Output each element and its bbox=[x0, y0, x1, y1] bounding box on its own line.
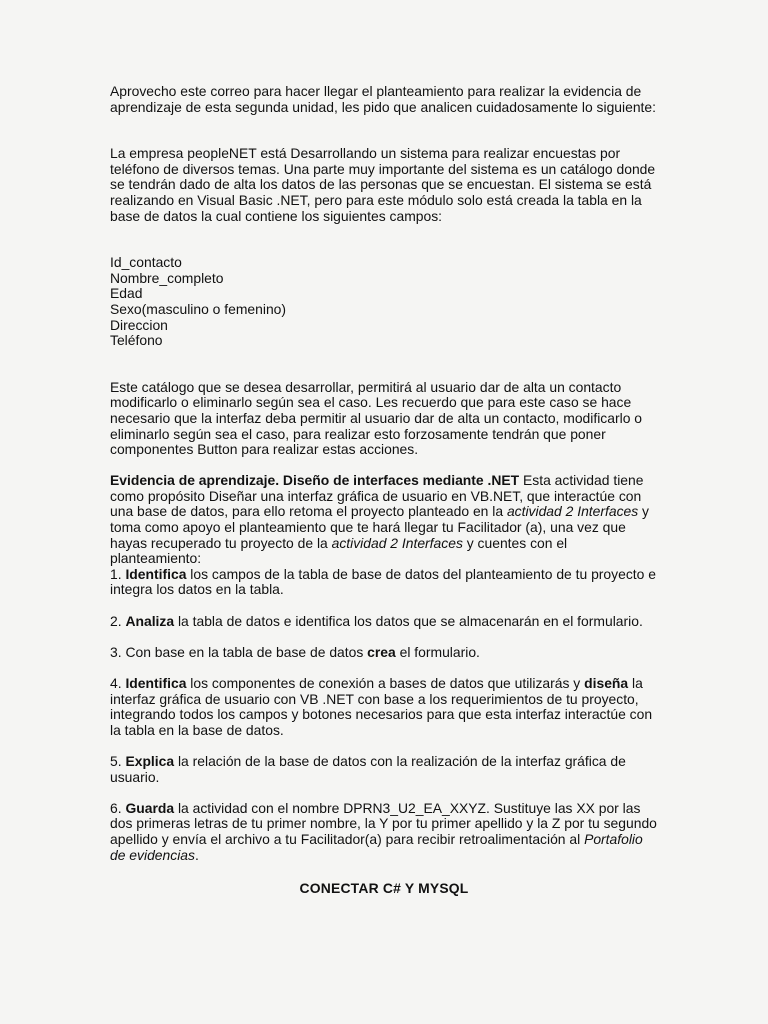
evidence-title: Evidencia de aprendizaje. Diseño de interfaces mediante .NET bbox=[110, 472, 520, 489]
evidence-activity-ref: actividad 2 Interfaces bbox=[331, 534, 463, 551]
evidence-text: y toma como apoyo el planteamiento que te hará llegar tu Facilitador (a), una vez que hayas recuperado tu proyecto de la bbox=[110, 503, 650, 551]
step-text: la relación de la base de datos con la realización de la interfaz gráfica de usuario. bbox=[110, 752, 626, 785]
evidence-activity-ref: actividad 2 Interfaces bbox=[506, 503, 639, 520]
step-text: el formulario. bbox=[395, 643, 480, 660]
step-text: la interfaz gráfica de usuario con VB .NET con base a los requerimientos de tu proyecto, integrando todos los campos y botones necesarios para que esta interfaz interactúe con la tabla en la base de datos. bbox=[110, 675, 653, 738]
step-number: 1. bbox=[110, 565, 126, 582]
step-verb: diseña bbox=[584, 675, 629, 691]
description-paragraph: La empresa peopleNET está Desarrollando un sistema para realizar encuestas por teléfono de diversos temas. Una parte muy importante del sistema es un catálogo donde se tendrán dado de alta los datos de las personas que se encuestan. El sistema se está realizando en Visual Basic .NET, pero para este módulo solo está creada la tabla en la base de datos la cual contiene los siguientes campos: bbox=[110, 145, 656, 224]
field-item: Direccion bbox=[110, 316, 168, 333]
field-item: Edad bbox=[110, 285, 143, 302]
step-4 bbox=[110, 676, 658, 738]
step-text: . bbox=[194, 846, 199, 863]
step-verb: Identifica bbox=[125, 565, 187, 582]
portfolio-ref: Portafolio de evidencias bbox=[110, 830, 643, 863]
catalog-paragraph: Este catálogo que se desea desarrollar, permitirá al usuario dar de alta un contacto modificarlo o eliminarlo según sea el caso. Les recuerdo que para este caso se hace necesario que la interfaz deba permitir al usuario dar de alta un contacto, modificarlo o eliminarlo según sea el caso, para realizar esto forzosamente tendrán que poner componentes Button para realizar estas acciones. bbox=[110, 378, 643, 458]
section-title: CONECTAR C# Y MYSQL bbox=[299, 880, 469, 897]
step-text: los componentes de conexión a bases de datos que utilizarás y bbox=[186, 675, 585, 691]
intro-paragraph: Aprovecho este correo para hacer llegar el planteamiento para realizar la evidencia de aprendizaje de esta segunda unidad, les pido que analicen cuidadosamente lo siguiente: bbox=[110, 83, 656, 115]
evidence-text: y cuentes con el planteamiento: bbox=[110, 534, 568, 567]
step-3 bbox=[110, 645, 658, 661]
step-verb: Guarda bbox=[125, 799, 175, 816]
step-text: la actividad con el nombre DPRN3_U2_EA_XXYZ. Sustituye las XX por las dos primeras letras de tu primer nombre, la Y por tu primer apellido y la Z por tu segundo apellido y envía el archivo a tu Facilitador(a) para recibir retroalimentación al bbox=[110, 799, 657, 847]
step-number: 6. bbox=[110, 799, 126, 816]
evidence-text: Esta actividad tiene como propósito Diseñar una interfaz gráfica de usuario en VB.NET, que interactúe con una base de datos, para ello retoma el proyecto planteado en la bbox=[110, 472, 644, 520]
step-text: la tabla de datos e identifica los datos que se almacenarán en el formulario. bbox=[174, 612, 643, 629]
step-verb: Explica bbox=[125, 752, 175, 769]
step-number: 2. bbox=[110, 612, 126, 629]
step-text: los campos de la tabla de base de datos del planteamiento de tu proyecto e integra los datos en la tabla. bbox=[110, 565, 656, 598]
step-verb: Identifica bbox=[125, 675, 187, 691]
field-item: Sexo(masculino o femenino) bbox=[110, 300, 287, 317]
step-5 bbox=[110, 754, 658, 785]
step-number: 5. bbox=[110, 752, 126, 769]
fields-list bbox=[110, 255, 658, 349]
step-number: 4. bbox=[110, 675, 126, 691]
field-item: Nombre_completo bbox=[110, 269, 224, 286]
step-2 bbox=[110, 614, 658, 630]
evidence-paragraph bbox=[110, 473, 658, 567]
step-1 bbox=[110, 567, 658, 598]
step-text: 3. Con base en la tabla de base de datos bbox=[110, 643, 368, 660]
field-item: Id_contacto bbox=[110, 254, 182, 271]
step-6 bbox=[110, 801, 658, 863]
field-item: Teléfono bbox=[110, 332, 163, 349]
step-verb: crea bbox=[367, 643, 396, 660]
step-verb: Analiza bbox=[125, 612, 175, 629]
